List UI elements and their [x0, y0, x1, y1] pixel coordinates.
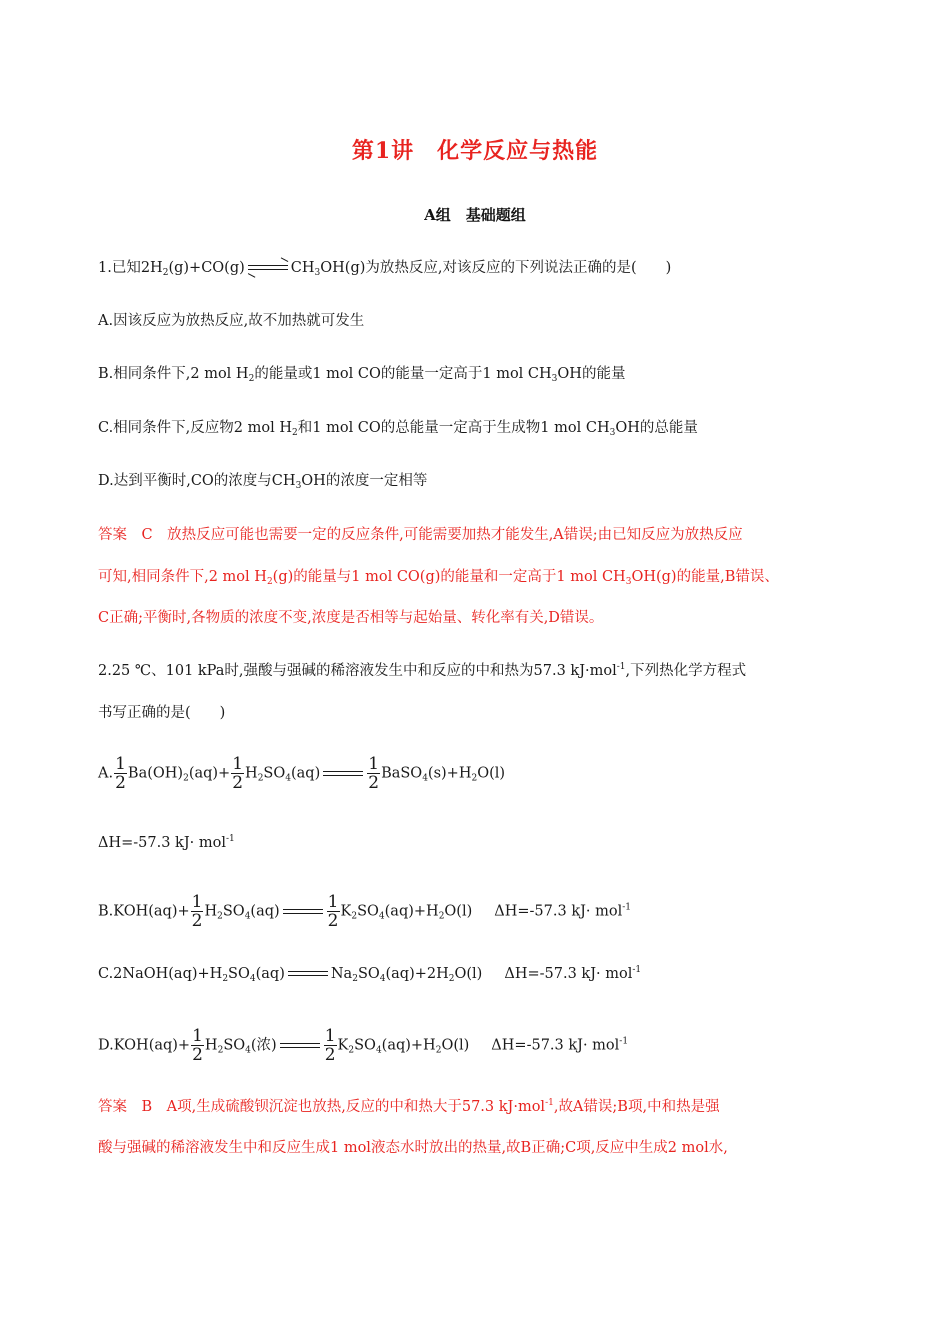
page-title: 第1讲 化学反应与热能	[351, 138, 599, 164]
q1-answer-line2: 可知,相同条件下,2 mol $H_2(g)$的能量与1 mol CO(g)的能量和一定高于1 mol $CH_3OH(g)$的能量,B错误、	[98, 569, 779, 587]
fraction-half: $\frac{1}{2}$	[191, 892, 203, 931]
fraction-half: $\frac{1}{2}$	[232, 754, 244, 793]
section-subtitle: A组 基础题组	[424, 206, 526, 224]
q2-option-b: B.KOH(aq)+ $\frac{1}{2}$ $H_2SO_4(aq)$ $\frac{1}{2}$ $K_2SO_4(aq)+H_2O(l)$ ΔH=-57.3 kJ· mol$^{-1}$	[98, 892, 632, 931]
equals-arrow-icon	[280, 1042, 320, 1050]
q2-option-a-dh: ΔH=-57.3 kJ· mol$^{-1}$	[98, 834, 235, 851]
q1-answer-line1: 答案 C 放热反应可能也需要一定的反应条件,可能需要加热才能发生,A错误;由已知反应为放热反应	[98, 527, 743, 543]
q1-option-b: B.相同条件下,2 mol $H_2$的能量或1 mol CO的能量一定高于1 mol $CH_3OH$的能量	[98, 366, 626, 384]
reversible-arrow-icon	[248, 264, 288, 272]
equals-arrow-icon	[283, 908, 323, 916]
q2-option-c: $C.2NaOH(aq)+H_2SO_4(aq)$ $Na_2SO_4(aq)+2H_2O(l)$ ΔH=-57.3 kJ· mol$^{-1}$	[98, 965, 642, 984]
q1-option-c: C.相同条件下,反应物2 mol $H_2$和1 mol CO的总能量一定高于生成物1 mol $CH_3OH$的总能量	[98, 420, 698, 438]
q1-option-d: D.达到平衡时,CO的浓度与$CH_3OH$的浓度一定相等	[98, 473, 428, 491]
q2-answer-line1: 答案 B A项,生成硫酸钡沉淀也放热,反应的中和热大于57.3 kJ·mol$^{-1}$,故A错误;B项,中和热是强	[98, 1098, 720, 1115]
fraction-half: $\frac{1}{2}$	[192, 1026, 203, 1065]
fraction-half: $\frac{1}{2}$	[324, 1026, 336, 1065]
q2-option-a: A. $\frac{1}{2}$ $Ba(OH)_2(aq)+$ $\frac{1}{2}$ $H_2SO_4(aq)$ $\frac{1}{2}$ $BaSO_4(s)+H_2O(l)$	[98, 754, 506, 793]
q1-option-a: A.因该反应为放热反应,故不加热就可发生	[98, 313, 365, 329]
q2-option-d: D.KOH(aq)+ $\frac{1}{2}$ $H_2SO_4$(浓) $\frac{1}{2}$ $K_2SO_4(aq)+H_2O(l)$ ΔH=-57.3 kJ· mol$^{-1}$	[98, 1026, 629, 1065]
q1-stem: 1.已知$2H_2(g)+CO(g)$ $CH_3OH(g)$为放热反应,对该反应的下列说法正确的是( )	[98, 258, 671, 278]
fraction-half: $\frac{1}{2}$	[368, 754, 380, 793]
fraction-half: $\frac{1}{2}$	[115, 754, 126, 793]
q2-stem-line1: 2.25 ℃、101 kPa时,强酸与强碱的稀溶液发生中和反应的中和热为57.3 kJ·mol$^{-1}$,下列热化学方程式	[98, 662, 747, 679]
equals-arrow-icon	[288, 970, 328, 978]
fraction-half: $\frac{1}{2}$	[327, 892, 339, 931]
q2-answer-line2: 酸与强碱的稀溶液发生中和反应生成1 mol液态水时放出的热量,故B正确;C项,反应中生成2 mol水,	[98, 1140, 728, 1156]
q1-answer-line3: C正确;平衡时,各物质的浓度不变,浓度是否相等与起始量、转化率有关,D错误。	[98, 610, 604, 626]
q2-stem-line2: 书写正确的是( )	[98, 705, 226, 721]
equals-arrow-icon	[323, 770, 363, 778]
